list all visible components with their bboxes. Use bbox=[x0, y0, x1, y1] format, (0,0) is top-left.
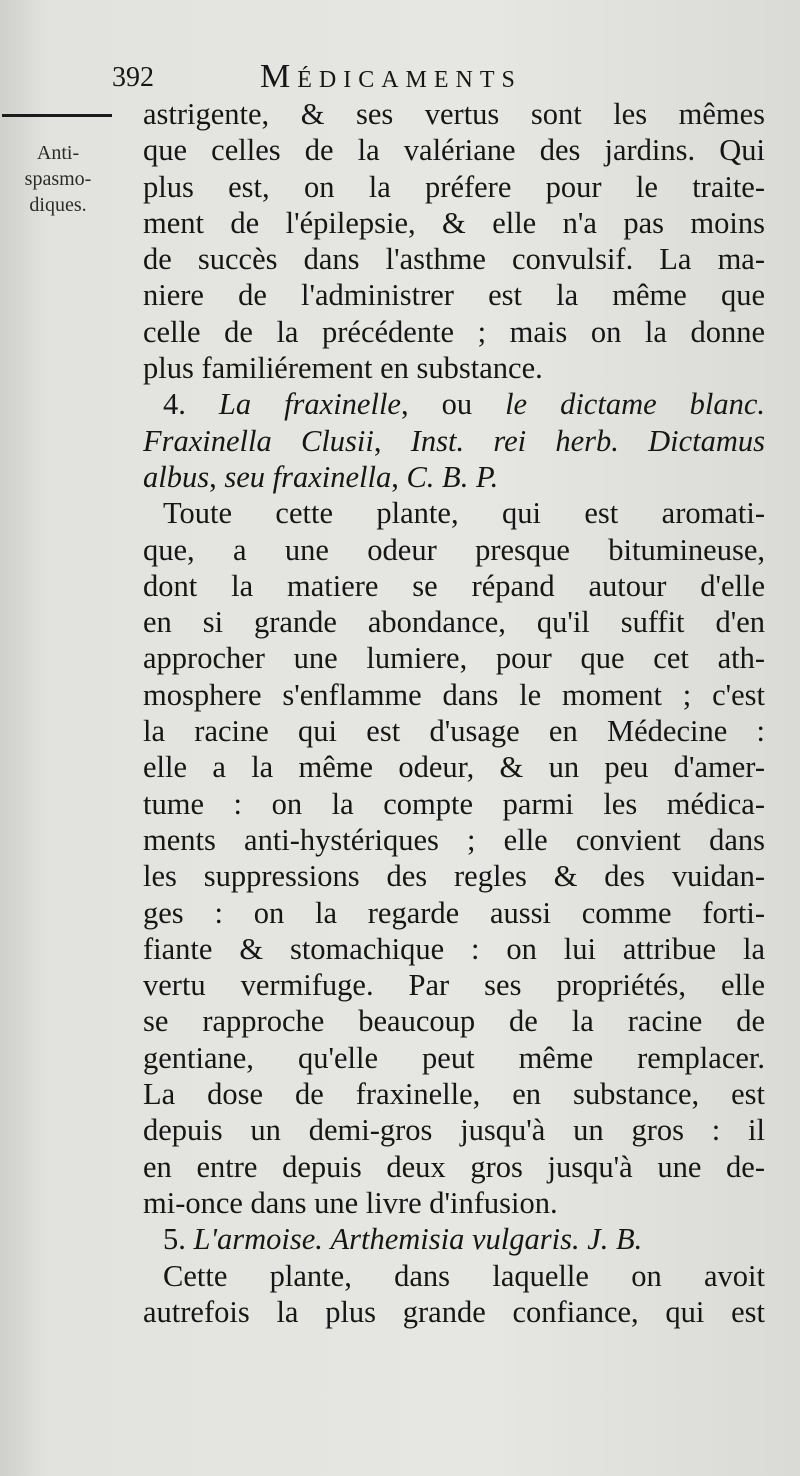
text-line: ment de l'épilepsie, & elle n'a pas moins bbox=[143, 205, 765, 240]
text-line: dont la matiere se répand autour d'elle bbox=[143, 568, 765, 603]
text-line: ges : on la regarde aussi comme forti- bbox=[143, 895, 765, 930]
body-text bbox=[143, 96, 765, 1330]
margin-note-line: Anti- bbox=[36, 142, 80, 164]
text-line: la racine qui est d'usage en Médecine : bbox=[143, 714, 765, 749]
margin-note-line: diques. bbox=[29, 194, 87, 216]
text-line: mosphere s'enflamme dans le moment ; c'est bbox=[143, 677, 765, 712]
running-title: Médicaments bbox=[260, 58, 522, 95]
text-line: en entre depuis deux gros jusqu'à une de- bbox=[143, 1149, 765, 1184]
text-line: de succès dans l'asthme convulsif. La ma- bbox=[143, 242, 765, 277]
text-line: approcher une lumiere, pour que cet ath- bbox=[143, 641, 765, 676]
margin-note bbox=[2, 140, 114, 218]
text-line: elle a la même odeur, & un peu d'amer- bbox=[143, 750, 765, 785]
margin-rule bbox=[2, 114, 112, 117]
text-line: vertu vermifuge. Par ses propriétés, elle bbox=[143, 968, 765, 1003]
text-line: ments anti-hystériques ; elle convient dans bbox=[143, 822, 765, 857]
text-line: que celles de la valériane des jardins. Qui bbox=[143, 133, 765, 168]
text-line: gentiane, qu'elle peut même remplacer. bbox=[143, 1040, 765, 1075]
text-line: plus est, on la préfere pour le traite- bbox=[143, 169, 765, 204]
text-line: les suppressions des regles & des vuidan- bbox=[143, 859, 765, 894]
text-line: Fraxinella Clusii, Inst. rei herb. Dictamus bbox=[143, 423, 765, 458]
text-line: 4. La fraxinelle, ou le dictame blanc. bbox=[163, 387, 766, 422]
text-line: celle de la précédente ; mais on la donne bbox=[143, 314, 765, 349]
text-line: niere de l'administrer est la même que bbox=[143, 278, 765, 313]
text-line: astrigente, & ses vertus sont les mêmes bbox=[143, 97, 765, 131]
text-line: fiante & stomachique : on lui attribue la bbox=[143, 931, 765, 966]
page-number: 392 bbox=[112, 62, 154, 93]
text-line: Cette plante, dans laquelle on avoit bbox=[163, 1258, 765, 1293]
text-line: tume : on la compte parmi les médica- bbox=[143, 786, 765, 821]
text-line: Toute cette plante, qui est aromati- bbox=[163, 496, 765, 531]
text-line: La dose de fraxinelle, en substance, est bbox=[143, 1077, 765, 1112]
text-line: mi-once dans une livre d'infusion. bbox=[143, 1185, 558, 1220]
text-line: plus familiérement en substance. bbox=[143, 351, 543, 386]
text-line: en si grande abondance, qu'il suffit d'en bbox=[143, 605, 765, 640]
text-line: albus, seu fraxinella, C. B. P. bbox=[143, 459, 499, 494]
text-line: se rapproche beaucoup de la racine de bbox=[143, 1004, 765, 1039]
margin-note-line: spasmo- bbox=[24, 168, 92, 190]
text-line: que, a une odeur presque bitumineuse, bbox=[143, 532, 765, 567]
text-line: autrefois la plus grande confiance, qui est bbox=[143, 1294, 765, 1329]
text-line: 5. L'armoise. Arthemisia vulgaris. J. B. bbox=[163, 1222, 643, 1257]
text-line: depuis un demi-gros jusqu'à un gros : il bbox=[143, 1113, 765, 1148]
page-header bbox=[112, 58, 672, 98]
